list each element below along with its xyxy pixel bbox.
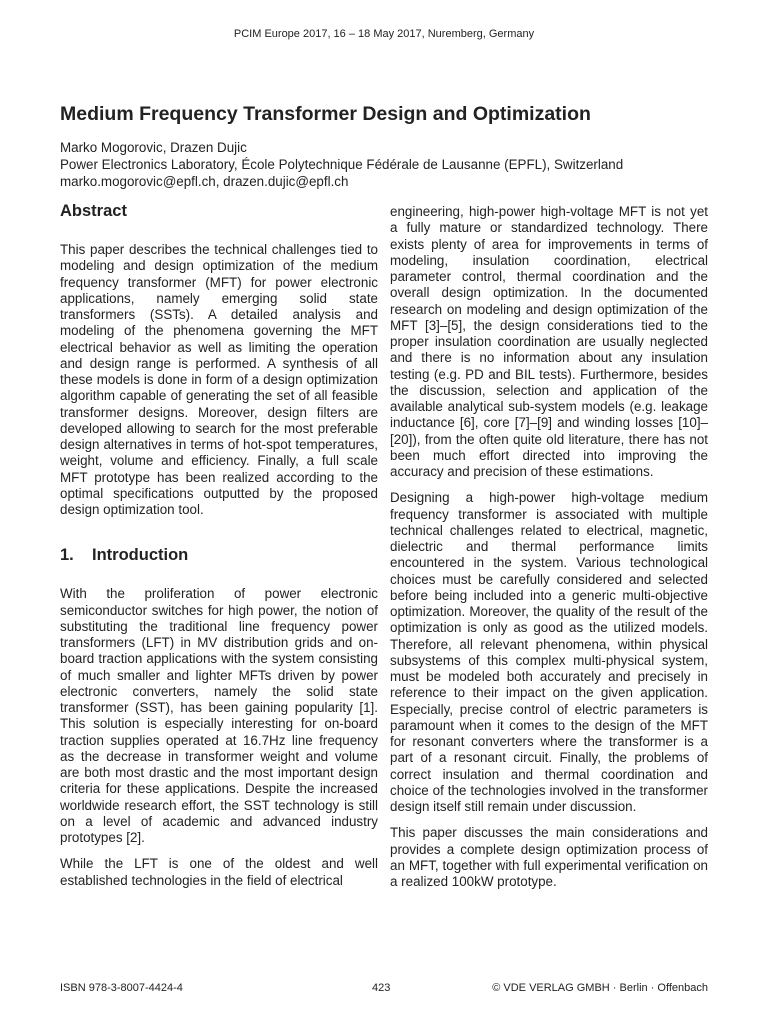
footer-isbn: ISBN 978-3-8007-4424-4 — [60, 982, 183, 994]
intro-paragraph-2-continued: engineering, high-power high-voltage MFT is not yet a fully mature or standardized technology. There exists plenty of area for improvements in terms of modeling, insulation coordination, electrical parameter control, thermal coordination and the overall design optimization. In the documented research on modeling and design optimization of the MFT [3]–[5], the design considerations tied to the proper insulation coordination are usually neglected and there is no information about any insulation testing (e.g. PD and BIL tests). Furthermore, besides the discussion, selection and application of the available analytical sub-system models (e.g. leakage inductance [6], core [7]–[9] and winding losses [10]–[20]), from the often quite old literature, there has not been much effort directed into improving the accuracy and precision of these estimations. — [390, 204, 708, 479]
section-title: Introduction — [92, 546, 189, 565]
intro-paragraph-1: With the proliferation of power electronic semiconductor switches for high power, the notion of substituting the traditional line frequency power transformers (LFT) in MV distribution grids and on-board traction applications with the system consisting of much smaller and lighter MFTs driven by power electronic converters, namely the solid state transformer (SST), has been gaining popularity [1]. This solution is especially interesting for on-board traction supplies operated at 16.7Hz line frequency as the decrease in transformer weight and volume are both most drastic and the most important design criteria for these applications. Despite the increased worldwide research effort, the SST technology is still on a level of academic and advanced industry prototypes [2]. — [60, 586, 378, 845]
introduction-heading — [60, 544, 378, 566]
intro-paragraph-2: While the LFT is one of the oldest and well established technologies in the field of electrical — [60, 856, 378, 888]
author-block — [60, 139, 720, 190]
author-emails[interactable]: marko.mogorovic@epfl.ch, drazen.dujic@epfl.ch — [60, 174, 349, 189]
author-names: Marko Mogorovic, Drazen Dujic — [60, 140, 247, 155]
footer-publisher: © VDE VERLAG GMBH · Berlin · Offenbach — [492, 982, 708, 994]
abstract-text: This paper describes the technical challenges tied to modeling and design optimization of the medium frequency transformer (MFT) for power electronic applications, namely emerging solid state transformers (SSTs). A detailed analysis and modeling of the phenomena governing the MFT electrical behavior as well as limiting the operation and design range is performed. A synthesis of all these models is done in form of a design optimization algorithm capable of generating the set of all feasible transformer designs. Moreover, design filters are developed allowing to search for the most preferable design alternatives in terms of hot-spot temperatures, weight, volume and efficiency. Finally, a full scale MFT prototype has been realized according to the optimal specifications outputted by the proposed design optimization tool. — [60, 242, 378, 517]
abstract-heading: Abstract — [60, 202, 127, 220]
section-number: 1. — [60, 546, 74, 565]
left-column — [60, 200, 378, 899]
right-column — [390, 204, 708, 900]
page-footer — [60, 982, 708, 996]
intro-paragraph-4: This paper discusses the main considerations and provides a complete design optimization process of an MFT, together with full experimental verification on a realized 100kW prototype. — [390, 825, 708, 889]
paper-title: Medium Frequency Transformer Design and Optimization — [60, 103, 591, 125]
conference-header: PCIM Europe 2017, 16 – 18 May 2017, Nuremberg, Germany — [233, 28, 535, 40]
footer-page-number: 423 — [372, 982, 391, 994]
intro-paragraph-3: Designing a high-power high-voltage medium frequency transformer is associated with multiple technical challenges related to electrical, magnetic, dielectric and thermal performance limits encountered in the system. Various technological choices must be carefully considered and selected before being included into a generic multi-objective optimization. Moreover, the quality of the result of the optimization is only as good as the utilized models. Therefore, all relevant phenomena, within physical subsystems of this complex multi-physical system, must be modeled both accurately and precisely in reference to their impact on the given application. Especially, precise control of electric parameters is paramount when it comes to the design of the MFT for resonant converters where the transformer is a part of a resonant circuit. Finally, the problems of correct insulation and thermal coordination and choice of the technologies involved in the transformer design itself still remain under discussion. — [390, 490, 708, 814]
author-affiliation: Power Electronics Laboratory, École Polytechnique Fédérale de Lausanne (EPFL), Switzerland — [60, 157, 624, 172]
